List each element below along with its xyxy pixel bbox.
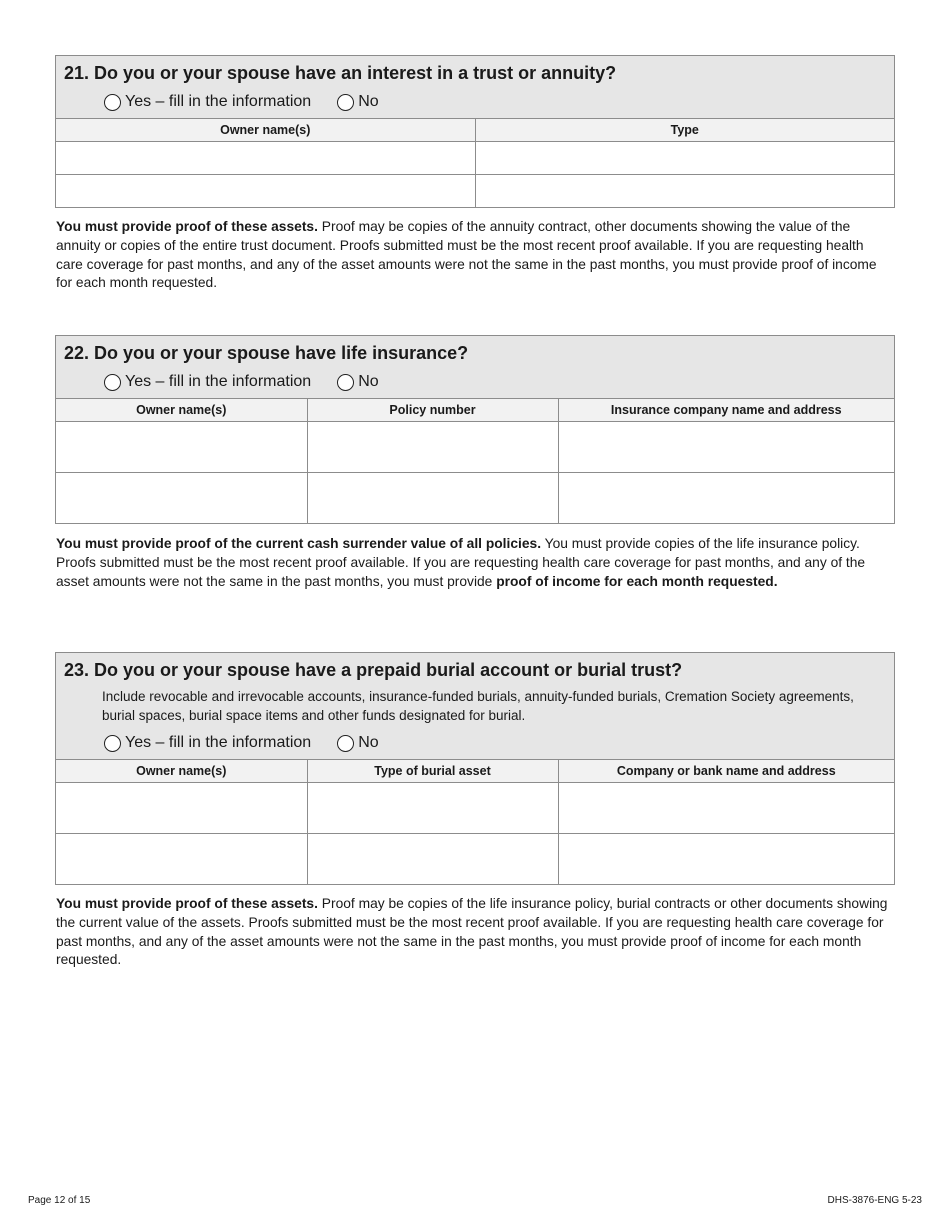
question-22-choices (104, 370, 886, 394)
question-22-no-option[interactable] (337, 373, 378, 391)
question-22-title: 22. Do you or your spouse have life insurance? (64, 343, 469, 363)
question-22-yes-radio[interactable] (104, 374, 121, 391)
type-cell (475, 175, 894, 207)
table-header-row (56, 399, 894, 422)
proof-bold-lead: You must provide proof of these assets. (56, 219, 318, 234)
owner-names-cell (56, 422, 307, 473)
policy-number-input[interactable] (308, 486, 558, 509)
question-22-section (55, 335, 895, 524)
table-row (56, 175, 894, 207)
column-header-owner-names: Owner name(s) (56, 399, 307, 422)
proof-bold-end: proof of income for each month requested. (496, 573, 778, 589)
question-23-yes-label: Yes – fill in the information (125, 734, 312, 751)
question-21-proof-text (56, 218, 888, 293)
owner-names-input[interactable] (56, 436, 307, 459)
proof-body: Proof may be copies of the life insurance policy, burial contracts or other documents showing the current value of the assets. Proofs submitted must be the most recent proof available. If you are requesting health care coverage for past months, and any of the asset amounts were not the same in the past months, you must provide proof of income for each month requested. (56, 896, 888, 968)
question-22-table (56, 398, 894, 523)
column-header-type: Type (475, 119, 894, 142)
column-header-owner-names: Owner name(s) (56, 119, 475, 142)
question-23-yes-option[interactable] (104, 734, 311, 752)
question-23-note: Include revocable and irrevocable accounts, insurance-funded burials, annuity-funded burials, Cremation Society agreements, burial spaces, burial space items and other funds designated for burial. (102, 689, 854, 723)
question-23-no-option[interactable] (337, 734, 378, 752)
table-row (56, 142, 894, 175)
question-23-header (56, 653, 894, 759)
question-21-no-radio[interactable] (337, 94, 354, 111)
company-bank-input[interactable] (559, 797, 895, 820)
owner-names-cell (56, 175, 475, 207)
owner-names-input[interactable] (56, 847, 307, 870)
type-input[interactable] (476, 179, 895, 202)
proof-bold-lead: You must provide proof of these assets. (56, 896, 318, 911)
burial-asset-type-input[interactable] (308, 847, 558, 870)
company-bank-input[interactable] (559, 847, 895, 870)
insurance-company-cell (558, 422, 894, 473)
type-input[interactable] (476, 147, 895, 170)
insurance-company-input[interactable] (559, 436, 895, 459)
question-23-choices (104, 731, 886, 755)
insurance-company-cell (558, 473, 894, 523)
owner-names-cell (56, 473, 307, 523)
owner-names-input[interactable] (56, 797, 307, 820)
owner-names-input[interactable] (56, 179, 475, 202)
page-number: Page 12 of 15 (28, 1195, 91, 1206)
insurance-company-input[interactable] (559, 486, 895, 509)
question-22-yes-label: Yes – fill in the information (125, 373, 312, 390)
table-row (56, 473, 894, 523)
owner-names-input[interactable] (56, 486, 307, 509)
owner-names-input[interactable] (56, 147, 475, 170)
column-header-company-bank: Company or bank name and address (558, 760, 894, 783)
question-21-no-option[interactable] (337, 93, 378, 111)
question-22-yes-option[interactable] (104, 373, 311, 391)
form-id: DHS-3876-ENG 5-23 (827, 1195, 922, 1206)
question-22-header (56, 336, 894, 398)
question-22-proof-text (56, 535, 888, 591)
table-row (56, 834, 894, 884)
question-22-no-label: No (358, 373, 379, 390)
table-row (56, 422, 894, 473)
question-21-header (56, 56, 894, 118)
column-header-policy-number: Policy number (307, 399, 558, 422)
question-21-yes-label: Yes – fill in the information (125, 93, 312, 110)
question-23-proof-text (56, 895, 888, 970)
question-21-section (55, 55, 895, 208)
column-header-owner-names: Owner name(s) (56, 760, 307, 783)
question-23-table (56, 759, 894, 884)
policy-number-cell (307, 473, 558, 523)
burial-asset-type-cell (307, 783, 558, 834)
proof-bold-lead: You must provide proof of the current cash surrender value of all policies. (56, 536, 542, 551)
table-header-row (56, 119, 894, 142)
proof-body: Proof may be copies of the annuity contract, other documents showing the value of the annuity or copies of the entire trust document. Proofs submitted must be the most recent proof available. If you are requesting health care coverage for past months, and any of the asset amounts were not the same in the past months, you must provide proof of income for each month requested. (56, 219, 877, 291)
question-23-no-label: No (358, 734, 379, 751)
type-cell (475, 142, 894, 175)
owner-names-cell (56, 834, 307, 884)
proof-body: You must provide copies of the life insurance policy. Proofs submitted must be the most recent proof available. If you are requesting health care coverage for past months, and any of the asset amounts were not the same in the past months, you must provide (56, 536, 866, 589)
question-23-no-radio[interactable] (337, 735, 354, 752)
question-23-yes-radio[interactable] (104, 735, 121, 752)
owner-names-cell (56, 142, 475, 175)
table-header-row (56, 760, 894, 783)
question-22-no-radio[interactable] (337, 374, 354, 391)
policy-number-cell (307, 422, 558, 473)
owner-names-cell (56, 783, 307, 834)
question-21-title: 21. Do you or your spouse have an interest in a trust or annuity? (64, 63, 617, 83)
question-21-yes-radio[interactable] (104, 94, 121, 111)
table-row (56, 783, 894, 834)
question-21-no-label: No (358, 93, 379, 110)
question-23-section (55, 652, 895, 885)
question-23-title: 23. Do you or your spouse have a prepaid burial account or burial trust? (64, 660, 683, 680)
column-header-burial-asset-type: Type of burial asset (307, 760, 558, 783)
question-21-choices (104, 90, 886, 114)
company-bank-cell (558, 783, 894, 834)
question-21-table (56, 118, 894, 207)
company-bank-cell (558, 834, 894, 884)
column-header-insurance-company: Insurance company name and address (558, 399, 894, 422)
burial-asset-type-cell (307, 834, 558, 884)
question-21-yes-option[interactable] (104, 93, 311, 111)
policy-number-input[interactable] (308, 436, 558, 459)
burial-asset-type-input[interactable] (308, 797, 558, 820)
